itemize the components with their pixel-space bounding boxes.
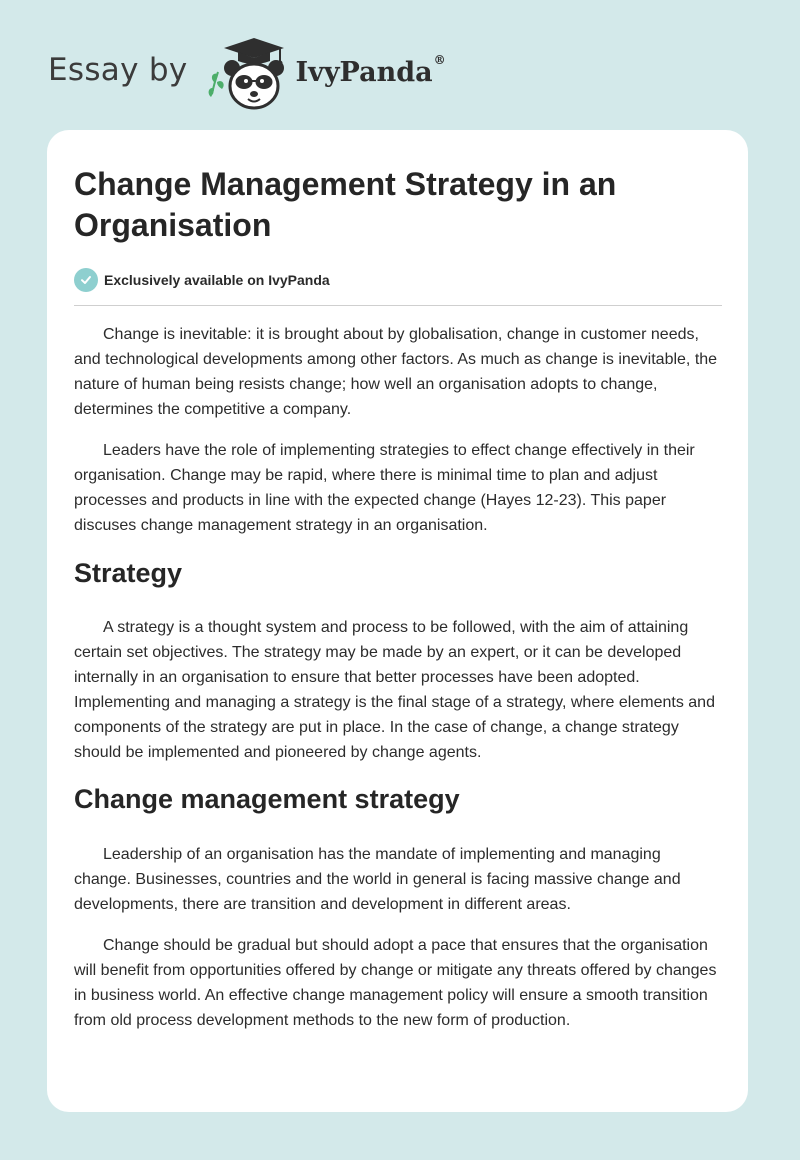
check-circle-icon (74, 268, 98, 292)
section-heading-strategy: Strategy (74, 558, 183, 588)
essay-card (47, 130, 748, 1112)
strategy-paragraph-1: A strategy is a thought system and process to be followed, with the aim of attaining certain set objectives. The strategy may be made by an expert, or it can be developed internally in an organisation to ensure that better processes have been adopted. Implementing and managing a strategy is the final stage of a strategy, where elements and components of the strategy are put in place. In the case of change, a change strategy should be implemented and pioneered by change agents. (74, 619, 715, 761)
change-management-paragraph-1: Leadership of an organisation has the mandate of implementing and managing change. Businesses, countries and the world in general is facing massive change and developments, there are transition and development in different areas. (74, 846, 681, 913)
exclusive-badge (74, 268, 721, 292)
site-brand[interactable] (48, 34, 446, 114)
brand-name (295, 52, 446, 88)
registered-mark: ® (433, 52, 446, 67)
section-heading-change-management-strategy: Change management strategy (74, 784, 460, 814)
badge-label: Exclusively available on IvyPanda (104, 272, 330, 288)
divider (74, 305, 722, 306)
change-management-paragraph-2: Change should be gradual but should adopt a pace that ensures that the organisation will benefit from opportunities offered by change or mitigate any threats offered by changes in business world. An effective change management policy will ensure a smooth transition from old process development methods to the new form of production. (74, 937, 717, 1029)
brand-prefix: Essay by (48, 52, 188, 88)
brand-name-text: IvyPanda (295, 56, 433, 88)
intro-paragraph-1: Change is inevitable: it is brought about by globalisation, change in customer needs, and technological developments among other factors. As much as change is inevitable, the nature of human being resists change; how well an organisation adopts to change, determines the competitive a company. (74, 326, 718, 418)
panda-graduate-logo-icon (202, 34, 294, 114)
intro-paragraph-2: Leaders have the role of implementing strategies to effect change effectively in their organisation. Change may be rapid, where there is minimal time to plan and adjust processes and products in line with the expected change (Hayes 12-23). This paper discuses change management strategy in an organisation. (74, 442, 695, 534)
page-title: Change Management Strategy in an Organisation (74, 166, 617, 243)
